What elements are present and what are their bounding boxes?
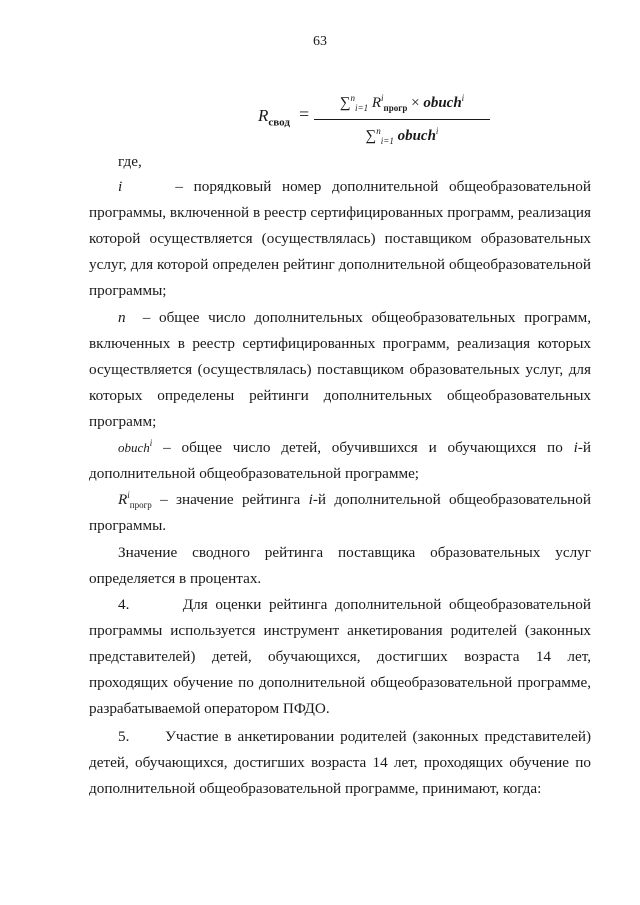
def-n-line: программ;: [89, 413, 157, 430]
item-4-line: разрабатываемой оператором ПФДО.: [89, 700, 330, 717]
obuch-symbol: obuch: [423, 95, 462, 111]
item-4-text: Для оценки рейтинга дополнительной общеобразовательной: [182, 596, 591, 613]
rating-formula: [232, 84, 492, 144]
def-i-symbol: i: [118, 178, 123, 195]
sum-lower: i=1: [355, 103, 369, 113]
item-4-line: представителей) детей, обучающихся, достигших возраста 14 лет,: [89, 648, 591, 665]
item-4-line: программы используется инструмент анкетирования родителей (законных: [89, 622, 591, 639]
formula-fraction: [314, 88, 490, 151]
item-5-number: 5.: [118, 728, 130, 745]
item-5-line: детей, обучающихся, достигших возраста 14 лет, проходящих обучение по: [89, 754, 591, 771]
def-i-text: – порядковый номер дополнительной общеобразовательной: [175, 178, 591, 195]
formula-lhs-subscript: свод: [268, 116, 290, 129]
summary-line: Значение сводного рейтинга поставщика образовательных услуг: [118, 544, 591, 561]
def-r-text: – значение рейтинга: [160, 491, 301, 508]
item-4-number: 4.: [118, 596, 130, 613]
times-sign: ×: [411, 95, 420, 111]
def-r-sup: i: [127, 489, 130, 500]
def-r-line: [118, 490, 591, 510]
sum-sign: ∑: [339, 95, 351, 111]
def-r-line: программы.: [89, 517, 167, 534]
def-n-line: [118, 308, 591, 328]
def-n-line: которых определены рейтинги дополнительных общеобразовательных: [89, 387, 591, 404]
formula-lhs: [258, 106, 290, 128]
sum-upper: n: [350, 93, 356, 103]
sum-upper: n: [376, 126, 381, 136]
def-obuch-text: – общее число детей, обучившихся и обучающихся по: [163, 439, 563, 456]
formula-lhs-symbol: R: [258, 106, 269, 125]
obuch-symbol: obuch: [397, 128, 436, 144]
rating-sub: прогр: [383, 103, 408, 113]
formula-equals: =: [299, 104, 310, 124]
obuch-sup: i: [461, 93, 465, 103]
formula-numerator: [314, 88, 490, 118]
def-n-symbol: n: [118, 309, 126, 326]
def-i-line: [118, 177, 591, 197]
def-n-line: осуществляется (осуществлялась) поставщиком образовательных услуг, для: [89, 361, 591, 378]
def-obuch-suffix: -й: [577, 439, 592, 456]
def-obuch-sup: i: [149, 437, 153, 448]
def-n-text: – общее число дополнительных общеобразовательных программ,: [142, 309, 591, 326]
def-n-line: включенных в реестр сертифицированных программ, реализация которых: [89, 335, 591, 352]
def-i-line: программы;: [89, 282, 167, 299]
sum-lower: i=1: [380, 136, 394, 146]
def-i-line: которой осуществляется (осуществлялась) поставщиком образовательных: [89, 230, 591, 247]
def-i-line: услуг, для которой определен рейтинг дополнительной общеобразовательной: [89, 256, 591, 273]
obuch-sup: i: [435, 126, 439, 136]
def-r-suffix: -й дополнительной общеобразовательной: [312, 491, 592, 508]
def-r-index: i: [308, 491, 313, 508]
item-5-line: дополнительной общеобразовательной программе, принимают, когда:: [89, 780, 542, 797]
def-obuch-index: i: [573, 439, 578, 456]
where-label: где,: [118, 153, 142, 170]
fraction-bar: [314, 119, 490, 120]
rating-sup: i: [381, 93, 384, 103]
rating-symbol: R: [371, 95, 382, 111]
def-obuch-symbol: obuch: [118, 440, 150, 455]
def-r-symbol: R: [118, 491, 128, 508]
item-4-first-line: [118, 595, 591, 615]
def-obuch-line: [118, 438, 591, 458]
def-obuch-line: дополнительной общеобразовательной программе;: [89, 465, 420, 482]
item-4-line: проходящих обучение по дополнительной общеобразовательной программе,: [89, 674, 591, 691]
def-r-sub: прогр: [129, 500, 152, 511]
formula-denominator: [314, 121, 490, 151]
sum-sign: ∑: [365, 128, 377, 144]
item-5-first-line: [118, 727, 591, 747]
page-number: 63: [313, 34, 327, 49]
def-i-line: программы, включенной в реестр сертифицированных программ, реализация: [89, 204, 591, 221]
summary-line: определяется в процентах.: [89, 570, 262, 587]
item-5-text: Участие в анкетировании родителей (законных представителей): [165, 728, 592, 745]
